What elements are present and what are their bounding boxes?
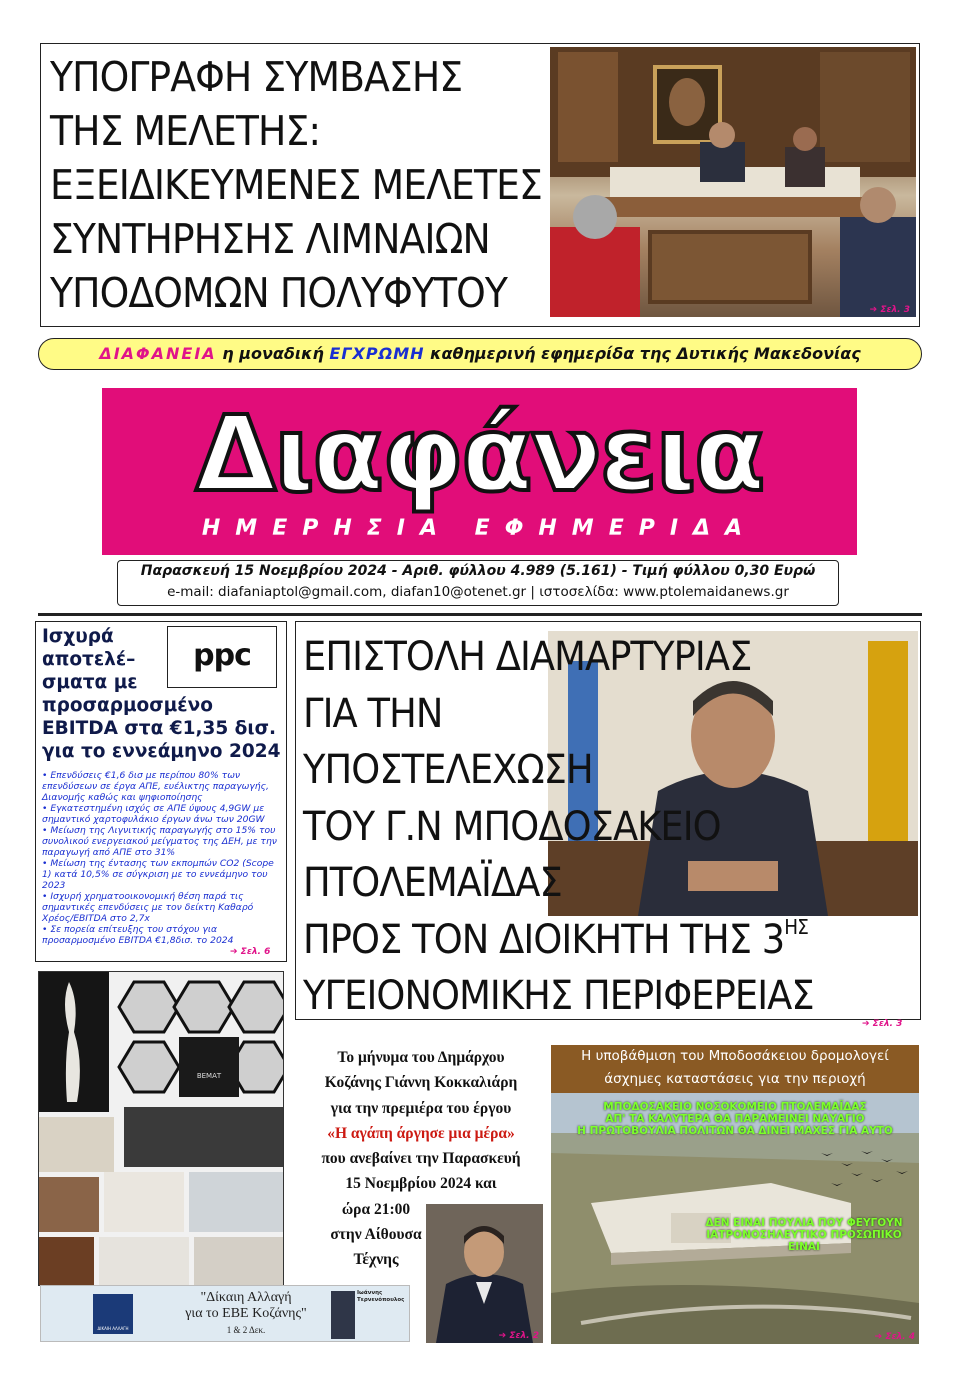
article-line: στην Αίθουσα bbox=[330, 1226, 422, 1244]
caption-line: Η ΠΡΩΤΟΒΟΥΛΙΑ ΠΟΛΙΤΩΝ ΘΑ ΔΙΝΕΙ ΜΑΧΕΣ ΓΙΑ ΑΥΤΟ bbox=[577, 1125, 893, 1137]
article-line: Το μήνυμα του Δημάρχου bbox=[337, 1049, 505, 1066]
caption-line: ΜΠΟΔΟΣΑΚΕΙΟ ΝΟΣΟΚΟΜΕΙΟ ΠΤΟΛΕΜΑΪΔΑΣ bbox=[603, 1101, 867, 1113]
contact-line[interactable]: e-mail: diafaniaptol@gmail.com, diafan10@otenet.gr | ιστοσελίδα: www.ptolemaidanews.gr bbox=[167, 584, 789, 600]
page-reference[interactable]: ➔ Σελ. 6 bbox=[230, 947, 271, 957]
caption-line: ΕΙΝΑΙ bbox=[788, 1241, 820, 1253]
tagline-banner bbox=[38, 338, 922, 370]
headline-line: Ισχυρά bbox=[42, 626, 114, 647]
headline-line: προσαρμοσμένο bbox=[42, 695, 213, 716]
mayor-photo-illustration bbox=[426, 1204, 543, 1343]
candidate-name: Ιωάννης Τερνενόπουλος bbox=[357, 1290, 405, 1303]
newspaper-title: Διαφάνεια bbox=[195, 393, 764, 515]
top-story-headline[interactable] bbox=[50, 50, 542, 320]
headline-line: ΥΓΕΙΟΝΟΜΙΚΗΣ ΠΕΡΙΦΕΡΕΙΑΣ bbox=[303, 973, 814, 1019]
headline-line: ΠΤΟΛΕΜΑΪΔΑΣ bbox=[303, 860, 562, 906]
center-story-headline[interactable] bbox=[303, 629, 869, 1025]
section-divider bbox=[38, 613, 922, 616]
meeting-photo-illustration bbox=[550, 47, 916, 317]
headline-line bbox=[303, 912, 869, 969]
headline-line: EBITDA στα €1,35 δισ. bbox=[42, 718, 277, 739]
masthead bbox=[102, 388, 857, 555]
headline-line: ΤΟΥ Γ.Ν ΜΠΟΔΟΣΑΚΕΙΟ bbox=[303, 803, 721, 850]
play-title: «Η αγάπη άργησε μια μέρα» bbox=[327, 1124, 515, 1142]
caption-line: ΙΑΤΡΟΝΟΣΗΛΕΥΤΙΚΟ ΠΡΟΣΩΠΙΚΟ bbox=[706, 1229, 902, 1241]
headline-text: ΠΡΟΣ ΤΟΝ ΔΙΟΙΚΗΤΗ ΤΗΣ 3 bbox=[303, 916, 785, 963]
ebe-kozanis-advertisement[interactable] bbox=[40, 1285, 410, 1342]
headline-line: ΥΠΟΔΟΜΩΝ ΠΟΛΥΦΥΤΟΥ bbox=[50, 269, 508, 317]
caption-line: ΔΕΝ ΕΙΝΑΙ ΠΟΥΛΙΑ ΠΟΥ ΦΕΥΓΟΥΝ bbox=[705, 1217, 903, 1229]
caption-line: ΑΠ' ΤΑ ΚΑΛΥΤΕΡΑ ΘΑ ΠΑΡΑΜΕΙΝΕΙ ΝΑΥΑΓΙΟ bbox=[605, 1113, 865, 1125]
slogan-line: για το ΕΒΕ Κοζάνης" bbox=[185, 1306, 307, 1321]
issue-line: Παρασκευή 15 Νοεμβρίου 2024 - Αριθ. φύλλου 4.989 (5.161) - Τιμή φύλλου 0,30 Ευρώ bbox=[140, 563, 816, 579]
list-item: • Εγκατεστημένη ισχύς σε ΑΠΕ ύψους 4,9GW με σημαντικό χαρτοφυλάκιο έργων άνω των 20GW bbox=[42, 803, 265, 825]
headline-line: ΓΙΑ ΤΗΝ bbox=[303, 690, 443, 737]
list-item: • Σε πορεία επίτευξης του στόχου για προσαρμοσμένο EBITDA €1,8δισ. το 2024 bbox=[42, 924, 234, 946]
tagline-highlight: ΕΓΧΡΩΜΗ bbox=[329, 344, 425, 363]
page-reference[interactable]: ➔ Σελ. 3 bbox=[869, 305, 910, 315]
tagline-text: η μοναδική bbox=[216, 344, 330, 363]
list-item: • Επενδύσεις €1,6 δισ με περίπου 80% των επενδύσεων σε έργα ΑΠΕ, ευέλικτης παραγωγής, Διανομής καθώς και ψηφιοποίησης bbox=[42, 770, 269, 803]
headline-line: Η υποβάθμιση του Μποδοσάκειου δρομολογεί bbox=[581, 1048, 889, 1064]
hospital-caption-bottom bbox=[691, 1217, 917, 1253]
headline-line: αποτελέ– bbox=[42, 649, 136, 670]
article-line: για την πρεμιέρα του έργου bbox=[330, 1099, 512, 1117]
logo-text: ΔΙΚΑΙΗ ΑΛΛΑΓΗ bbox=[97, 1326, 129, 1331]
newspaper-subtitle: ΗΜΕΡΗΣΙΑ ΕΦΗΜΕΡΙΔΑ bbox=[201, 516, 758, 541]
list-item: • Μείωση της έντασης των εκπομπών CO2 (Scope 1) κατά 10,5% σε σύγκριση με το εννεάμηνο του 2023 bbox=[42, 858, 274, 891]
headline-line: σματα με bbox=[42, 672, 138, 693]
superscript: ΗΣ bbox=[784, 914, 808, 939]
article-line: Κοζάνης Γιάννη Κοκκαλιάρη bbox=[324, 1074, 518, 1092]
ppc-logo: ppc bbox=[167, 626, 277, 688]
meeting-photo[interactable] bbox=[550, 47, 916, 317]
tagline-brand: ΔΙΑΦΑΝΕΙΑ bbox=[99, 344, 217, 363]
slogan-line: "Δίκαιη Αλλαγή bbox=[200, 1290, 292, 1305]
headline-line: ΣΥΝΤΗΡΗΣΗΣ ΛΙΜΝΑΙΩΝ bbox=[50, 215, 490, 263]
ad-slogan bbox=[171, 1290, 321, 1338]
hospital-headline[interactable] bbox=[551, 1045, 919, 1093]
headline-line: ΕΠΙΣΤΟΛΗ ΔΙΑΜΑΡΤΥΡΙΑΣ bbox=[303, 634, 752, 680]
candidate-photo bbox=[331, 1291, 355, 1339]
article-line: Τέχνης bbox=[353, 1251, 399, 1269]
dikaih-allagh-logo bbox=[93, 1294, 133, 1334]
ppc-bullet-list bbox=[42, 770, 282, 946]
list-item: • Ισχυρή χρηματοοικονομική θέση παρά τις σημαντικές επενδύσεις με τον δείκτη Καθαρό Χρέος/EBITDA στο 2,7x bbox=[42, 891, 254, 924]
headline-line: ΤΗΣ ΜΕΛΕΤΗΣ: bbox=[50, 107, 321, 155]
article-line: ώρα 21:00 bbox=[341, 1200, 411, 1218]
page-reference[interactable]: ➔ Σελ. 3 bbox=[862, 1019, 903, 1029]
list-item: • Μείωση της Λιγνιτικής παραγωγής στο 15% του συνολικού ενεργειακού μείγματος της ΔΕΗ, με την παραγωγή από ΑΠΕ στο 31% bbox=[42, 825, 277, 858]
headline-line: για το εννεάμηνο 2024 bbox=[42, 741, 281, 762]
hospital-caption-top bbox=[551, 1101, 919, 1137]
page-reference[interactable]: ➔ Σελ. 2 bbox=[498, 1331, 539, 1341]
tagline-text: καθημερινή εφημερίδα της Δυτικής Μακεδονίας bbox=[424, 344, 861, 363]
headline-line: άσχημες καταστάσεις για την περιοχή bbox=[604, 1071, 866, 1087]
mayor-photo[interactable] bbox=[426, 1204, 543, 1343]
headline-line: ΕΞΕΙΔΙΚΕΥΜΕΝΕΣ ΜΕΛΕΤΕΣ bbox=[50, 161, 542, 209]
headline-line: ΥΠΟΣΤΕΛΕΧΩΣΗ bbox=[303, 747, 593, 793]
hospital-aerial-photo[interactable] bbox=[551, 1093, 919, 1344]
vemat-brand: ΒΕΜΑΤ bbox=[196, 1072, 222, 1080]
headline-line: ΥΠΟΓΡΑΦΗ ΣΥΜΒΑΣΗΣ bbox=[50, 53, 463, 101]
vemat-advertisement[interactable] bbox=[38, 971, 284, 1286]
article-line: 15 Νοεμβρίου 2024 και bbox=[345, 1175, 497, 1193]
vemat-ad-illustration bbox=[39, 972, 284, 1286]
article-line: που ανεβαίνει την Παρασκευή bbox=[321, 1150, 521, 1168]
page-reference[interactable]: ➔ Σελ. 4 bbox=[874, 1332, 915, 1342]
ad-dates: 1 & 2 Δεκ. bbox=[226, 1325, 266, 1335]
